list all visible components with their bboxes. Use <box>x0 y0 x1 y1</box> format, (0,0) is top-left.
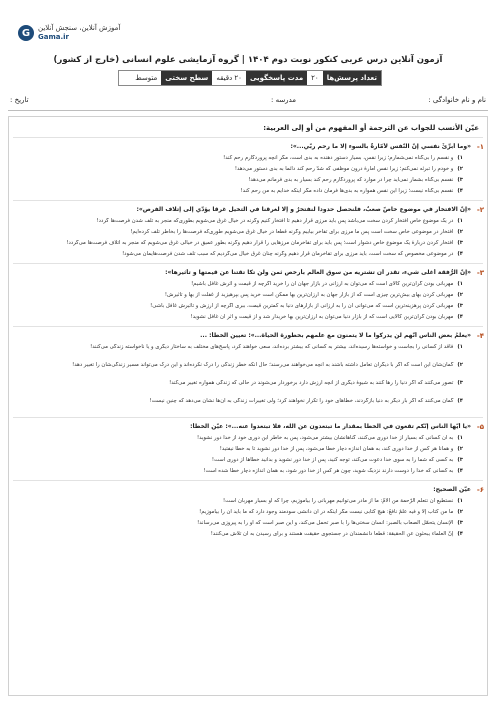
option-4[interactable]: ۴)مهربان بودن گران‌ترین کالایی است که از بازار دنیا می‌توان به ارزان‌ترین بها خریدار شد و از قیمت و اثر آن غافل نشوید! <box>190 314 463 320</box>
question-stem: «إنّ الافتخار في موضوع خاصّ صعبٌ، فلنحصل حدوداً لنفتخرُ و إلّا لغرقنا في التخيل غرقاً يؤدّي إلى إتلاف الفرص»: <box>136 206 471 213</box>
option-4[interactable]: ۴)به کسانی که خدا را دوست دارند نزدیک شوید، چون هر کس از خدا دور شود، به همان اندازه دچار خطا شده است! <box>203 468 463 474</box>
option-1[interactable]: ۱)فاقد از کسانی را بجاست و خواسته‌ها رسیده‌اند، بیشتر به کسانی که بیشتر برده‌اند، سعی خواهند کرد، پاسخ‌های مختلف به ساختار دیگری و یا ناخواسته زندگی می‌کنند! <box>90 344 463 350</box>
duration-value: ۲۰ دقیقه <box>212 71 246 85</box>
option-2[interactable]: ۲)و خودم را تبرئه نمی‌کنم؛ زیرا نفس امارهٔ درون موظفی که شدّ رحم کند دائماً به بدی دستور می‌دهد! <box>234 166 463 172</box>
option-2[interactable]: ۲)گمان‌شان این است که اگر با دیگران تعامل داشته باشند به آنچه می‌خواهند می‌رسند؛ حال آنکه خطر زندگی را درک نکرده‌اند و این درک می‌تواند مسیر زندگی‌شان را تغییر دهد! <box>72 362 463 368</box>
option-1[interactable]: ۱)نستطیع أن نتعلّم الرّحمة من الأمّ: ما از مادر می‌توانیم مهربانی را بیاموزیم، چرا که او بسیار مهربان است! <box>223 498 463 504</box>
section-divider <box>13 137 483 138</box>
option-1[interactable]: ۱)و نفسم را بی‌گناه نمی‌شمارم؛ زیرا نفس، بسیار دستور دهنده به بدی است، مگر آنچه پروردگارم رحم کند! <box>223 155 463 161</box>
student-info-row <box>10 96 486 108</box>
question-stem: «إنّ الرُّفقة أغلى شيء، تقدر أن تشتريه من سوق العالم بأرخص ثمن ولن تكا تقتنا عن قيمتها و تأثيرها»: <box>165 269 471 276</box>
option-4[interactable]: ۴)إنّ العلماء يبحثون عن الحقيقة: قطعاً دانشمندان در جستجوی حقیقت هستند و برای رسیدن به آن تلاش می‌کنند! <box>210 531 463 537</box>
brand-name: آموزش آنلاین، سنجش آنلاین <box>38 24 121 32</box>
date-field-label: تاریخ : <box>10 96 29 104</box>
option-3[interactable]: ۳)تصور می‌کنند که اگر دنیا را رها کنند به شیوهٔ دیگری از آنچه ارزش دارد برخوردار می‌شوند در حالی که زندگی همواره تغییر می‌کند! <box>169 380 463 386</box>
brand-url[interactable]: Gama.ir <box>38 33 69 41</box>
option-3[interactable]: ۳)مهربانی کردن پرهزینه‌ترین است که می‌توانی آن را به ارزانی از بازارهای دنیا به کمترین قیمت، ببری اگرچه از ارزش و تأثیرش غافل باشی! <box>150 303 463 309</box>
question-divider <box>13 326 483 327</box>
brand-text <box>38 24 120 42</box>
option-2[interactable]: ۲)مهربانی کردن بهای بیش‌ترین چیزی است که از بازار جهان به ارزان‌ترین بها ممکن است خرید پس بپرهیزید از غفلت از بها و تأثیرش! <box>164 292 463 298</box>
question-count-value: ۲۰ <box>307 71 323 85</box>
question-number: ۲- <box>476 206 484 214</box>
name-field-label: نام و نام خانوادگی : <box>428 96 486 104</box>
option-2[interactable]: ۲)افتخار در موضوعی خاص سخت است پس ما مرزی برای تفاخر بیابیم وگرنه قطعاً در خیال غرق می‌شویم طوری‌که فرصت‌ها را بخاطر تلف کرده‌ایم! <box>130 229 463 235</box>
option-4[interactable]: ۴)در موضوعی مخصوص که سخت است، باید مرزی برای تفاخرمان قرار دهیم وگرنه چنان غرق خیال می‌گردیم که سبب تلف شدن فرصت‌هایمان می‌شود! <box>122 251 463 257</box>
option-1[interactable]: ۱)به آن کسانی که بسیار از خدا دوری می‌کنند، گناهانشان بیشتر می‌شود، پس به خاطر این دوری خود از خدا دور نشوید! <box>197 435 463 441</box>
question-number: ۴- <box>476 332 484 340</box>
question-count-label: تعداد پرسش‌ها <box>323 71 381 85</box>
option-2[interactable]: ۲)ما من كتاب إلّا و فيه علمٌ نافعٌ: هیچ کتابی نیست مگر اینکه در آن دانشی سودمند وجود دارد که ما باید آن را بیاموزیم! <box>199 509 463 515</box>
question-divider <box>13 263 483 264</box>
question-stem: «وما أُبرِّئُ نفسي إنّ النّفس لأمّارةٌ بالسوء إلّا ما رحم ربّي...»: <box>290 143 471 150</box>
question-divider <box>13 417 483 418</box>
question-divider <box>13 200 483 201</box>
duration-label: مدت پاسخگویی <box>246 71 307 85</box>
question-number: ۶- <box>476 486 484 494</box>
exam-meta-bar <box>118 70 382 86</box>
option-3[interactable]: ۳)الإنسان يتحمّل الصعاب بالصبر: انسان سختی‌ها را با صبر تحمل می‌کند، و این صبر است که او را به پیروزی می‌رساند! <box>197 520 463 526</box>
header-divider <box>8 110 488 111</box>
question-number: ۵- <box>476 423 484 431</box>
question-stem: عیّن الصحیح: <box>433 486 471 493</box>
question-stem: «یا أیّها الناس إنّكم تقعون في الخطأ بمقدار ما تبتعدون عن الله، فلا تبتعدوا عنه...»: عیّن الخطأ: <box>190 423 471 430</box>
page-title: آزمون آنلاین درس عربی کنکور نوبت دوم ۱۴۰۴ | گروه آزمایشی علوم انسانی (خارج از کشور) <box>53 55 443 65</box>
difficulty-value: متوسط <box>131 71 161 85</box>
option-2[interactable]: ۲)و همانا هر کس از خدا دوری کند، به همان اندازه دچار خطا می‌شود، پس از خدا دور نشوید تا به خطا نیفتید! <box>219 446 463 452</box>
option-4[interactable]: ۴)گمان می‌کنند که اگر بار دیگر به دنیا بازگردند، خطاهای خود را تکرار نخواهند کرد؛ ولی تغییرات زندگی به آن‌ها نشان می‌دهد که چنین نیست! <box>149 398 463 404</box>
school-field-label: مدرسه : <box>270 96 296 104</box>
option-3[interactable]: ۳)به کسی که شما را به سوی خدا دعوت می‌کند، توجه کنید، پس از خدا دور نشوید و بدانید خطاها از دوری است! <box>211 457 463 463</box>
option-3[interactable]: ۳)افتخار کردن دربارهٔ یک موضوع خاص دشوار است؛ پس باید برای تفاخرمان مرزهایی را قرار دهیم وگرنه بطور عمیق در خیالی غرق می‌شویم که منجر به اتلاف فرصت‌ها می‌گردد! <box>66 240 463 246</box>
option-1[interactable]: ۱)مهربانی بودن گران‌ترین کالای است که می‌توان به ارزانی در بازار جهان آن را خرید اگرچه از قیمت و اثرش غافل باشیم! <box>191 281 463 287</box>
question-number: ۱- <box>476 143 484 151</box>
brand[interactable] <box>18 24 120 42</box>
question-stem: «یعلمُ بعض الناس أنّهم لن يدركوا ما لا يتمنون مع علمهم بخطورة الحياة...»: تعیین الخطأ: ... <box>200 332 471 339</box>
difficulty-label: سطح سختی <box>161 71 212 85</box>
option-4[interactable]: ۴)نفسم بی‌گناه نیست؛ زیرا این نفس همواره به بدی‌ها فرمان داده مگر اینکه خدایم به من رحم کند! <box>240 188 463 194</box>
option-3[interactable]: ۳)نفسم بی‌گناه بشمار نمی‌آید چرا در موارد که پروردگارم رحم کند بسیار به بدی فرمانم می‌دهد! <box>248 177 463 183</box>
gama-logo-icon: G <box>18 25 34 41</box>
questions-panel <box>8 116 488 696</box>
option-1[interactable]: ۱)در یک موضوع خاص افتخار کردن سخت می‌باشد پس باید مرزی قرار دهیم تا افتخار کنیم وگرنه در خیال غرق می‌شویم بطوری‌که منجر به تلف شدن فرصت‌ها گردد! <box>96 218 463 224</box>
question-divider <box>13 480 483 481</box>
section-instruction: عیّن الأنسب للجواب عن الترجمة أو المفهوم من أو إلى العربیة: <box>263 124 479 132</box>
question-number: ۳- <box>476 269 484 277</box>
